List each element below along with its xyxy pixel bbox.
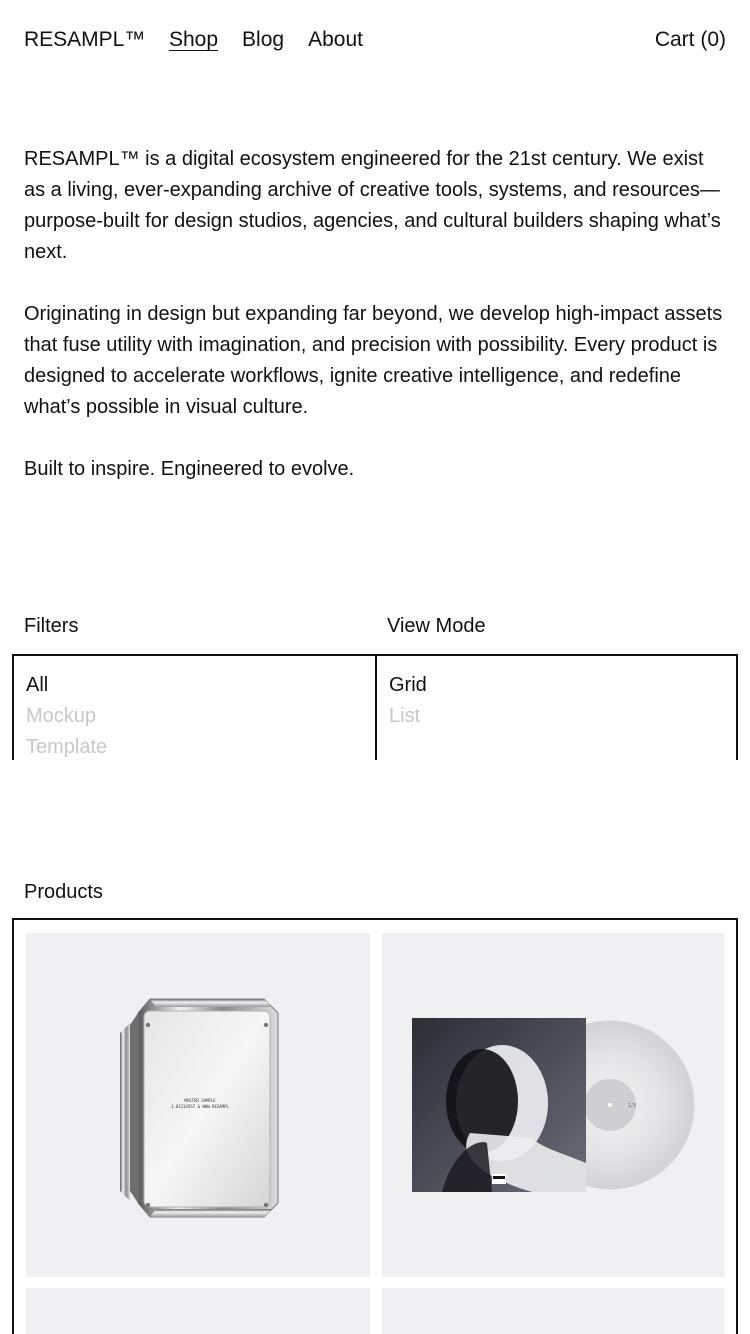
view-mode-panel [377, 656, 736, 760]
intro-text [24, 144, 726, 516]
view-mode-heading: View Mode [387, 615, 486, 637]
nav-item-shop[interactable]: Shop [169, 28, 219, 51]
view-mode-grid[interactable]: Grid [389, 674, 427, 696]
nav-item-blog[interactable]: Blog [242, 28, 285, 51]
filters-heading: Filters [24, 615, 79, 637]
frame-text-1: MASTER SAMPLE [184, 1098, 216, 1103]
intro-paragraph: Originating in design but expanding far beyond, we develop high-impact assets that fuse utility with imagination, and precision with possibility. Every product is designed to accelerate workflows, ignite creative intelligence, and redefine what’s possible in visual culture. [24, 303, 723, 418]
frame-text-2: 1.01234567 & WWW.RESAMPL [171, 1104, 229, 1109]
products-grid [12, 918, 738, 1334]
brand-logo[interactable]: RESAMPL™ [24, 28, 146, 51]
intro-tagline: Built to inspire. Engineered to evolve. [24, 458, 355, 480]
product-card-3[interactable] [26, 1288, 370, 1334]
filters-panel [14, 656, 377, 760]
product-card-4[interactable] [382, 1288, 725, 1334]
filter-view-controls [12, 654, 738, 760]
product-card-vinyl[interactable] [382, 933, 725, 1277]
products-heading: Products [24, 881, 103, 903]
vinyl-mockup-image [382, 933, 725, 1277]
filter-options [26, 670, 107, 763]
filter-option-all[interactable]: All [26, 674, 49, 696]
vinyl-label-text: 1/3 [628, 1103, 637, 1109]
nav-item-about[interactable]: About [308, 28, 363, 51]
product-card-chrome-frame[interactable] [26, 933, 370, 1277]
main-nav [169, 26, 363, 54]
intro-paragraph: RESAMPL™ is a digital ecosystem engineered for the 21st century. We exist as a living, ever-expanding archive of creative tools, systems, and resources—purpose-built for design studios, agencies, and cultural builders shaping what’s next. [24, 148, 721, 263]
cart-link[interactable]: Cart (0) [654, 28, 726, 51]
view-mode-options [389, 670, 427, 732]
filter-option-mockup[interactable]: Mockup [26, 705, 97, 727]
site-header [24, 26, 726, 54]
view-mode-list[interactable]: List [389, 705, 421, 727]
chrome-frame-image [26, 933, 370, 1277]
filter-option-template[interactable]: Template [26, 736, 108, 758]
